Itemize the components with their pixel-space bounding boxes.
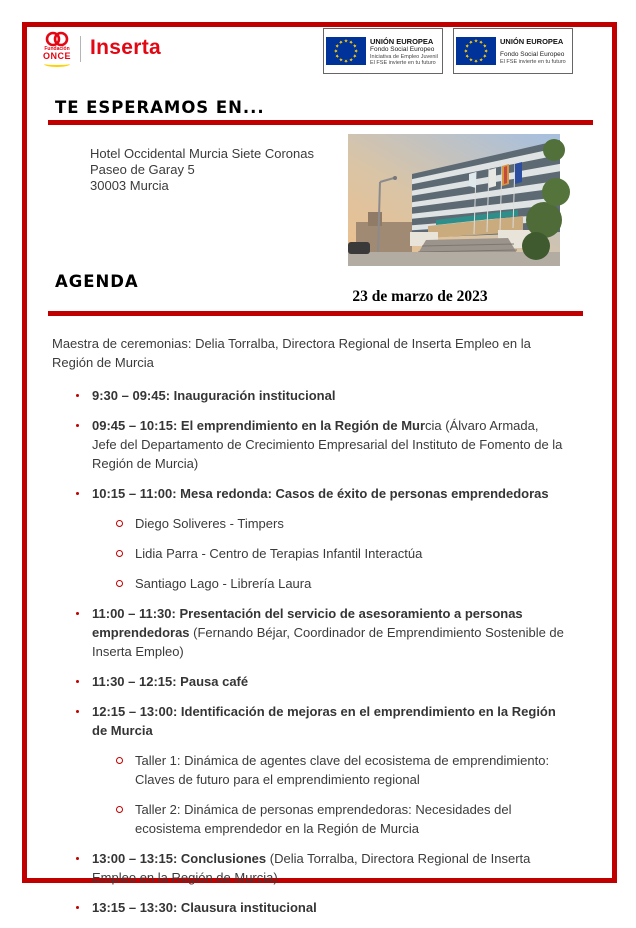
circle-bullet-icon (116, 580, 123, 587)
bullet-icon (76, 857, 79, 860)
agenda-item (52, 702, 564, 740)
agenda-item-text: 09:45 – 10:15: El emprendimiento en la Región de Murcia (Álvaro Armada, Jefe del Departamento de Crecimiento Empresarial del Instituto de Fomento de la Región de Murcia) (92, 418, 563, 471)
agenda-item-text: 10:15 – 11:00: Mesa redonda: Casos de éxito de personas emprendedoras (92, 486, 549, 501)
agenda-content (52, 334, 564, 928)
eu-star-icon: ★ (352, 48, 359, 54)
red-rule (48, 120, 593, 125)
eu-star-icon: ★ (350, 42, 358, 50)
bullet-icon (76, 906, 79, 909)
section-title-agenda: AGENDA (55, 272, 139, 292)
eu-star-icon: ★ (347, 39, 355, 47)
venue-street: Paseo de Garay 5 (90, 162, 195, 177)
eu-star-icon: ★ (477, 55, 485, 63)
eu-star-icon: ★ (480, 42, 488, 50)
bullet-icon (76, 394, 79, 397)
circle-bullet-icon (116, 550, 123, 557)
eu-star-icon: ★ (343, 57, 349, 64)
eu-small-line: El FSE invierte en tu futuro (500, 59, 566, 65)
eu-star-icon: ★ (334, 52, 342, 60)
eu-star-icon: ★ (480, 52, 488, 60)
eu-star-icon: ★ (343, 38, 349, 45)
eu-small-line: Iniciativa de Empleo Juvenil (370, 53, 438, 60)
agenda-subitem-text: Santiago Lago - Librería Laura (135, 576, 312, 591)
hotel-photo (348, 134, 560, 266)
eu-star-icon: ★ (463, 48, 470, 54)
agenda-item-text: 13:15 – 13:30: Clausura institucional (92, 900, 317, 915)
eu-star-icon: ★ (473, 57, 479, 64)
eu-star-icon: ★ (334, 42, 342, 50)
fundacion-label: Fundación (44, 46, 70, 52)
agenda-item (52, 416, 564, 473)
venue-address-block (90, 146, 314, 194)
agenda-item-text: 13:00 – 13:15: Conclusiones (Delia Torralba, Directora Regional de Inserta Empleo en la Región de Murcia) (92, 851, 531, 885)
agenda-item (52, 849, 564, 887)
circle-bullet-icon (116, 806, 123, 813)
hotel-photo-illustration (348, 134, 560, 266)
agenda-item (52, 604, 564, 661)
circle-bullet-icon (116, 520, 123, 527)
inserta-logo-text: Inserta (90, 36, 161, 59)
eu-star-icon: ★ (333, 48, 340, 54)
bullet-icon (76, 492, 79, 495)
yellow-swoosh-icon (44, 61, 70, 67)
agenda-subitem (52, 800, 564, 838)
section-title-te-esperamos: TE ESPERAMOS EN... (55, 98, 265, 118)
agenda-item (52, 484, 564, 503)
agenda-item (52, 386, 564, 405)
red-rule (48, 311, 583, 316)
eu-star-icon: ★ (347, 55, 355, 63)
eu-flag (456, 37, 496, 65)
agenda-item (52, 898, 564, 917)
eu-logo-box-fse-juvenil (323, 28, 443, 74)
agenda-subitem (52, 544, 564, 563)
agenda-list (52, 386, 564, 917)
agenda-subitem-text: Lidia Parra - Centro de Terapias Infantil Interactúa (135, 546, 423, 561)
eu-star-icon: ★ (467, 55, 475, 63)
venue-city: 30003 Murcia (90, 178, 169, 193)
eu-star-icon: ★ (482, 48, 489, 54)
eu-star-icon: ★ (337, 55, 345, 63)
eu-subtitle: Fondo Social Europeo (370, 45, 435, 53)
brand-divider (80, 36, 81, 62)
agenda-item (52, 672, 564, 691)
circle-bullet-icon (116, 757, 123, 764)
agenda-subitem (52, 514, 564, 533)
agenda-item-text: 12:15 – 13:00: Identificación de mejoras en el emprendimiento en la Región de Murcia (92, 704, 556, 738)
agenda-subitem-text: Taller 2: Dinámica de personas emprendedoras: Necesidades del ecosistema emprendedor en la Región de Murcia (135, 802, 512, 836)
agenda-subitem-text: Taller 1: Dinámica de agentes clave del ecosistema de emprendimiento: Claves de futuro para el emprendimiento regional (135, 753, 550, 787)
eu-star-icon: ★ (464, 52, 472, 60)
eu-logo-box-fse (453, 28, 573, 74)
eu-star-icon: ★ (350, 52, 358, 60)
eu-title: UNIÓN EUROPEA (370, 36, 434, 46)
agenda-subitem (52, 574, 564, 593)
eu-title: UNIÓN EUROPEA (500, 37, 564, 46)
bullet-icon (76, 710, 79, 713)
eu-star-icon: ★ (473, 38, 479, 45)
once-rings-icon (43, 31, 71, 47)
fundacion-once-logo (38, 31, 76, 67)
eu-flag (326, 37, 366, 65)
eu-subtitle: Fondo Social Europeo (500, 51, 565, 58)
eu-star-icon: ★ (464, 42, 472, 50)
agenda-subitem (52, 751, 564, 789)
eu-small-line: El FSE invierte en tu futuro (370, 59, 436, 66)
agenda-item-text: 9:30 – 09:45: Inauguración institucional (92, 388, 336, 403)
bullet-icon (76, 680, 79, 683)
eu-star-icon: ★ (337, 39, 345, 47)
once-label: ONCE (42, 51, 71, 61)
bullet-icon (76, 424, 79, 427)
eu-star-icon: ★ (477, 39, 485, 47)
bullet-icon (76, 612, 79, 615)
venue-name: Hotel Occidental Murcia Siete Coronas (90, 146, 314, 161)
agenda-item-text: 11:00 – 11:30: Presentación del servicio de asesoramiento a personas emprendedoras (Fernando Béjar, Coordinador de Emprendimiento Sostenible de Inserta Empleo) (92, 606, 564, 659)
mc-line: Maestra de ceremonias: Delia Torralba, Directora Regional de Inserta Empleo en la Región de Murcia (52, 336, 531, 370)
agenda-item-text: 11:30 – 12:15: Pausa café (92, 674, 249, 689)
event-date: 23 de marzo de 2023 (352, 288, 488, 305)
eu-star-icon: ★ (467, 39, 475, 47)
agenda-subitem-text: Diego Soliveres - Timpers (135, 516, 284, 531)
